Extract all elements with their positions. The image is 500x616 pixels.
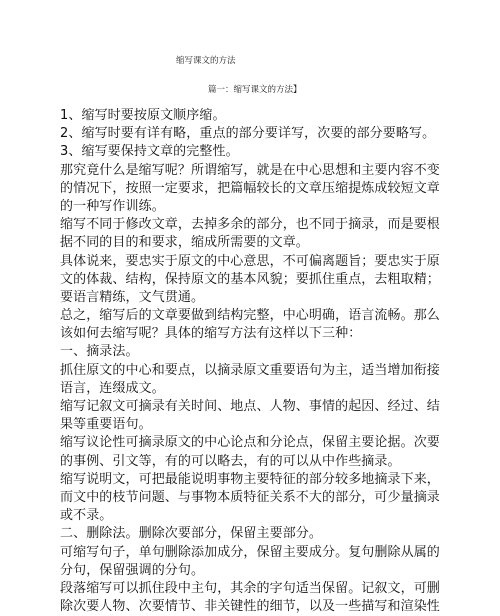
text-line: 二、删除法。删除次要部分，保留主要部分。 [60,526,323,542]
text-line: 的事例、引文等，有的可以略去，有的可以从中作些摘录。 [60,453,401,469]
text-line: 一、摘录法。 [60,344,139,360]
text-line: 缩写记叙文可摘录有关时间、地点、人物、事情的起因、经过、结 [60,399,440,414]
text-line: 具体说来，要忠实于原文的中心意思，不可偏离题旨；要忠实于原 [60,253,440,269]
text-line: 要语言精练，文气贯通。 [60,289,205,305]
text-line: 果等重要语句。 [60,417,152,433]
text-line: 语言，连缀成文。 [60,380,165,396]
document-subtitle: 篇一：缩写课文的方法】 [208,85,302,95]
text-line: 可缩写句子，单句删除添加成分，保留主要成分。复句删除从属的 [60,544,440,560]
text-line: 而文中的枝节问题、与事物本质特征关系不大的部分，可少量摘录 [60,489,440,505]
text-line: 文的体裁、结构，保持原文的基本风貌；要抓住重点，去粗取精； [60,271,440,287]
text-line: 据不同的目的和要求，缩成所需要的文章。 [60,235,309,251]
text-line: 2、缩写时要有详有略，重点的部分要详写，次要的部分要略写。 [60,126,436,142]
text-line: 缩写说明文，可把最能说明事物主要特征的部分较多地摘录下来， [60,471,440,487]
text-line: 除次要人物、次要情节、非关键性的细节，以及一些描写和渲染性 [60,599,440,615]
text-line: 3、缩写要保持文章的完整性。 [60,144,239,160]
text-line: 缩写议论性可摘录原文的中心论点和分论点，保留主要论据。次要 [60,435,440,451]
text-line: 抓住原文的中心和要点，以摘录原文重要语句为主，适当增加衔接 [60,362,440,378]
text-line: 分句，保留强调的分句。 [60,562,205,578]
text-line: 或不录。 [60,508,113,524]
text-line: 的一种写作训练。 [60,198,165,214]
text-line: 1、缩写时要按原文顺序缩。 [60,108,226,123]
text-line: 缩写不同于修改文章，去掉多余的部分，也不同于摘录，而是要根 [60,217,440,233]
text-line: 的情况下，按照一定要求，把篇幅较长的文章压缩提炼成较短文章 [60,180,440,196]
document-title: 缩写课文的方法 [176,56,236,66]
text-line: 段落缩写可以抓住段中主句，其余的字句适当保留。记叙文，可删 [60,580,440,596]
text-line: 该如何去缩写呢？具体的缩写方法有这样以下三种： [60,326,362,342]
text-line: 那究竟什么是缩写呢？所谓缩写，就是在中心思想和主要内容不变 [60,162,440,178]
document-body [60,107,488,616]
text-line: 总之，缩写后的文章要做到结构完整，中心明确，语言流畅。那么 [60,308,440,324]
